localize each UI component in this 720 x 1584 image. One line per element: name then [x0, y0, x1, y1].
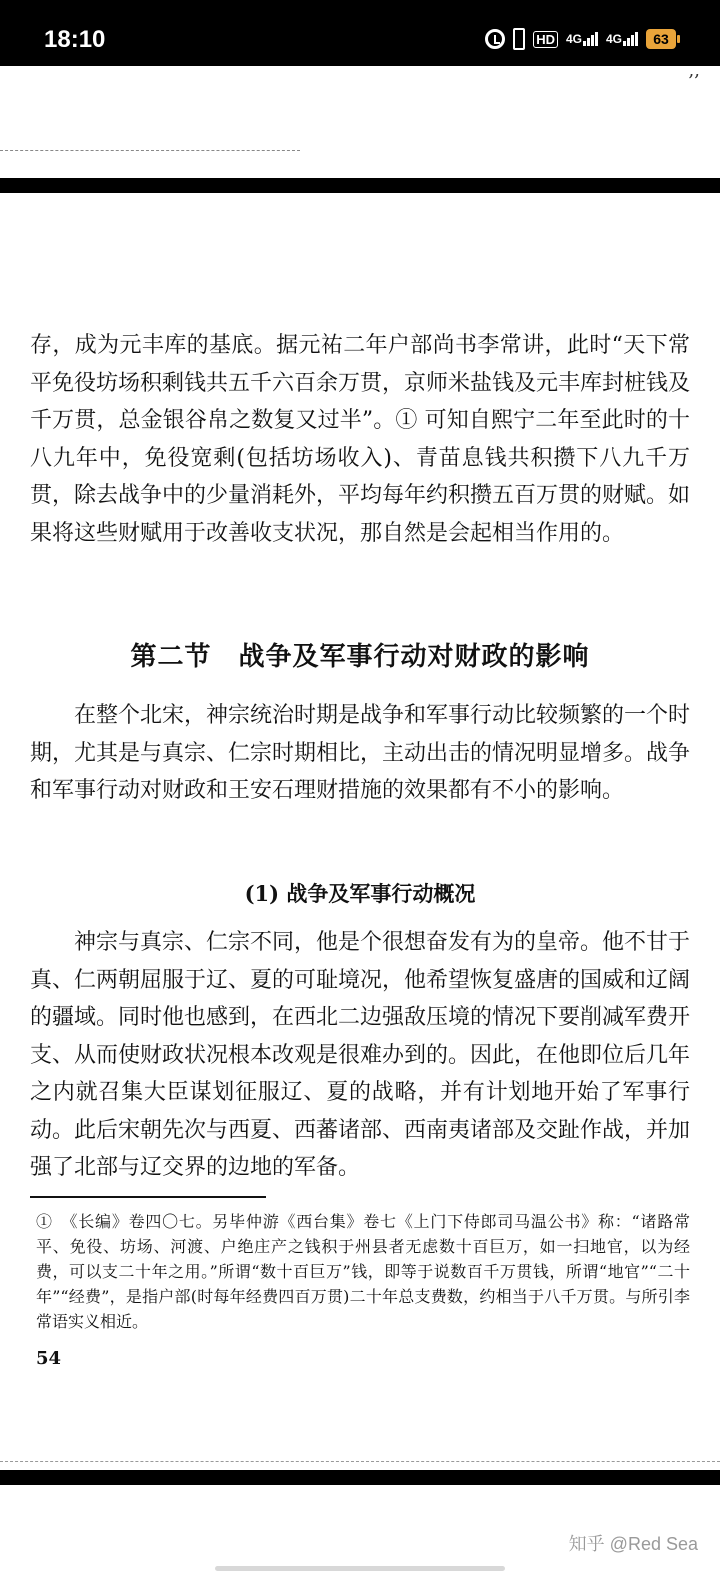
signal-icon-2: [606, 32, 638, 46]
paragraph-1: 存，成为元丰库的基底。据元祐二年户部尚书李常讲，此时“天下常平免役坊场积剩钱共五千六百余万贯，京师米盐钱及元丰库封桩钱及千万贯，总金银谷帛之数复又过半”。① 可知自熙宁二年至此时的十八九年中，免役宽剩(包括坊场收入)、青苗息钱共积攒下八九千万贯，除去战争中的少量消耗外，平均每年约积攒五百万贯的财赋。如果将这些财赋用于改善收支状况，那自然是会起相当作用的。: [30, 333, 691, 546]
signal-icon: [566, 32, 598, 46]
alarm-icon: [485, 29, 505, 49]
hd-icon: HD: [533, 31, 558, 48]
footnote-rule: [30, 1196, 266, 1198]
footnote: ① 《长编》卷四〇七。另毕仲游《西台集》卷七《上门下侍郎司马温公书》称：“诸路常平、免役、坊场、河渡、户绝庄产之钱积于州县者无虑数十百巨万，如一扫地官，以为经费，可以支二十年之用。”所谓“数十百巨万”钱，即等于说数百千万贯钱，所谓“地官”“二十年”“经费”，是指户部(时每年经费四百万贯)二十年总支费数，约相当于八千万贯。与所引李常语实义相近。: [36, 1212, 690, 1331]
network-label-2: 4G: [605, 32, 622, 46]
next-page-fragment: [0, 1485, 720, 1584]
status-icons: [485, 26, 676, 52]
previous-page-fragment: [0, 60, 720, 178]
page-divider: [0, 150, 300, 151]
scanned-page: [0, 193, 720, 1470]
page-number: 54: [36, 1348, 62, 1369]
page-bottom-divider: [0, 1461, 720, 1462]
section-title: 第二节 战争及军事行动对财政的影响: [130, 642, 590, 672]
paragraph-2: 在整个北宋，神宗统治时期是战争和军事行动比较频繁的一个时期，尤其是与真宗、仁宗时期相比，主动出击的情况明显增多。战争和军事行动对财政和王安石理财措施的效果都有不小的影响。: [30, 703, 691, 803]
status-bar: [0, 0, 720, 66]
page-mark: ,,: [688, 60, 700, 81]
watermark: 知乎 @Red Sea: [568, 1534, 698, 1554]
network-label-1: 4G: [565, 32, 582, 46]
paragraph-3: 神宗与真宗、仁宗不同，他是个很想奋发有为的皇帝。他不甘于真、仁两朝屈服于辽、夏的可耻境况，他希望恢复盛唐的国威和辽阔的疆域。同时他也感到，在西北二边强敌压境的情况下要削减军费开支、从而使财政状况根本改观是很难办到的。因此，在他即位后几年之内就召集大臣谋划征服辽、夏的战略，并有计划地开始了军事行动。此后宋朝先次与西夏、西蕃诸部、西南夷诸部及交趾作战，并加强了北部与辽交界的边地的军备。: [30, 930, 691, 1180]
battery-icon: 63: [646, 29, 676, 49]
status-time: 18:10: [44, 26, 106, 53]
home-indicator[interactable]: [215, 1566, 505, 1571]
subsection-title: (1) 战争及军事行动概况: [244, 881, 476, 906]
vibrate-icon: [513, 28, 525, 50]
